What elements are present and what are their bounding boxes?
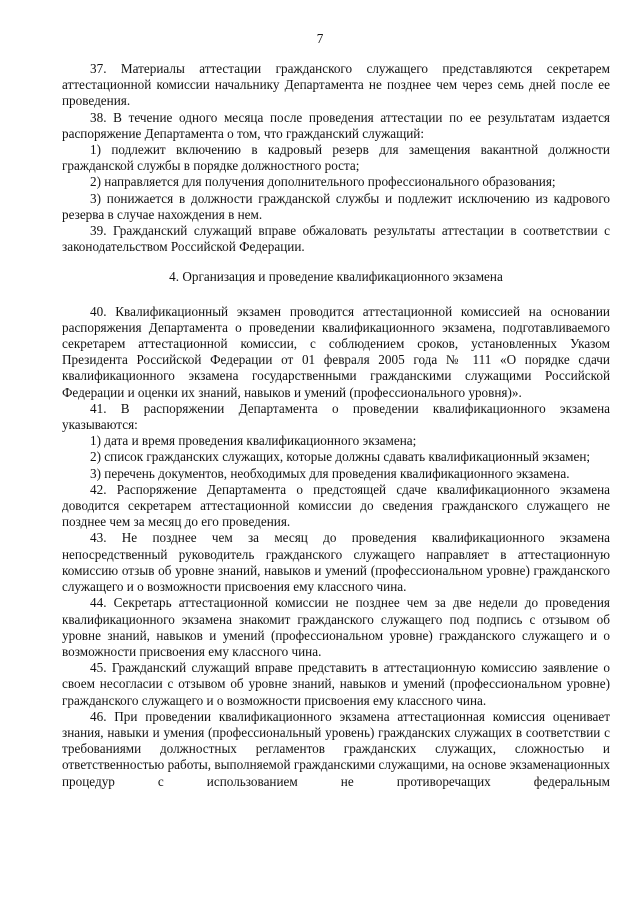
paragraph-41-item-2: 2) список гражданских служащих, которые должны сдавать квалификационный экзамен; [90, 449, 591, 465]
paragraph-38-item-1: 1) подлежит включению в кадровый резерв для замещения вакантной должности гражданской службы в порядке должностного роста; [62, 142, 610, 174]
paragraph-38-item-3: 3) понижается в должности гражданской службы и подлежит исключению из кадрового резерва в случае нахождения в нем. [62, 190, 610, 222]
paragraph-42: 42. Распоряжение Департамента о предстоящей сдаче квалификационного экзамена доводится секретарем аттестационной комиссии до сведения гражданского служащего не позднее чем за месяц до его проведения. [62, 481, 610, 530]
paragraph-39: 39. Гражданский служащий вправе обжаловать результаты аттестации в соответствии с законодательством Российской Федерации. [62, 223, 610, 255]
paragraph-44: 44. Секретарь аттестационной комиссии не позднее чем за две недели до проведения квалификационного экзамена знакомит гражданского служащего под подпись с отзывом об уровне знаний, навыков и умений (профессиональном уровне) гражданского служащего и о возможности присвоения ему классного чина. [62, 595, 610, 659]
document-body [62, 61, 610, 790]
paragraph-38-item-2: 2) направляется для получения дополнительного профессионального образования; [90, 174, 556, 190]
page-number: 7 [316, 31, 324, 46]
paragraph-45: 45. Гражданский служащий вправе представить в аттестационную комиссию заявление о своем несогласии с отзывом об уровне знаний, навыков и умений (профессиональном уровне) гражданского служащего и о возможности присвоения ему классного чина. [62, 660, 610, 708]
paragraph-46: 46. При проведении квалификационного экзамена аттестационная комиссия оценивает знания, навыки и умения (профессиональный уровень) гражданских служащих в соответствии с требованиями должностных регламентов гражданских служащих, сложностью и ответственностью работы, выполняемой гражданскими служащими, на основе экзаменационных процедур с использованием не противоречащих федеральным [62, 708, 610, 789]
paragraph-41-item-1: 1) дата и время проведения квалификационного экзамена; [90, 433, 417, 449]
paragraph-37: 37. Материалы аттестации гражданского служащего представляются секретарем аттестационной комиссии начальнику Департамента не позднее чем через семь дней после ее проведения. [62, 61, 610, 109]
paragraph-43: 43. Не позднее чем за месяц до проведения квалификационного экзамена непосредственный руководитель гражданского служащего направляет в аттестационную комиссию отзыв об уровне знаний, навыков и умений (профессиональном уровне) гражданского служащего и о возможности присвоения ему классного чина. [62, 530, 610, 595]
paragraph-41-item-3: 3) перечень документов, необходимых для проведения квалификационного экзамена. [90, 465, 570, 481]
paragraph-41: 41. В распоряжении Департамента о проведении квалификационного экзамена указываются: [62, 400, 610, 433]
section-title: 4. Организация и проведение квалификационного экзамена [169, 269, 503, 285]
paragraph-40: 40. Квалификационный экзамен проводится аттестационной комиссией на основании распоряжения Департамента о проведении квалификационного экзамена, подготавливаемого секретарем аттестационной комиссии, с соблюдением сроков, установленных Указом Президента Российской Федерации от 01 февраля 2005 года № 111 «О порядке сдачи квалификационного экзамена государственными гражданскими служащими Российской Федерации и оценки их знаний, навыков и умений (профессионального уровня)». [62, 303, 610, 400]
paragraph-38: 38. В течение одного месяца после проведения аттестации по ее результатам издается распоряжение Департамента о том, что гражданский служащий: [62, 109, 610, 141]
